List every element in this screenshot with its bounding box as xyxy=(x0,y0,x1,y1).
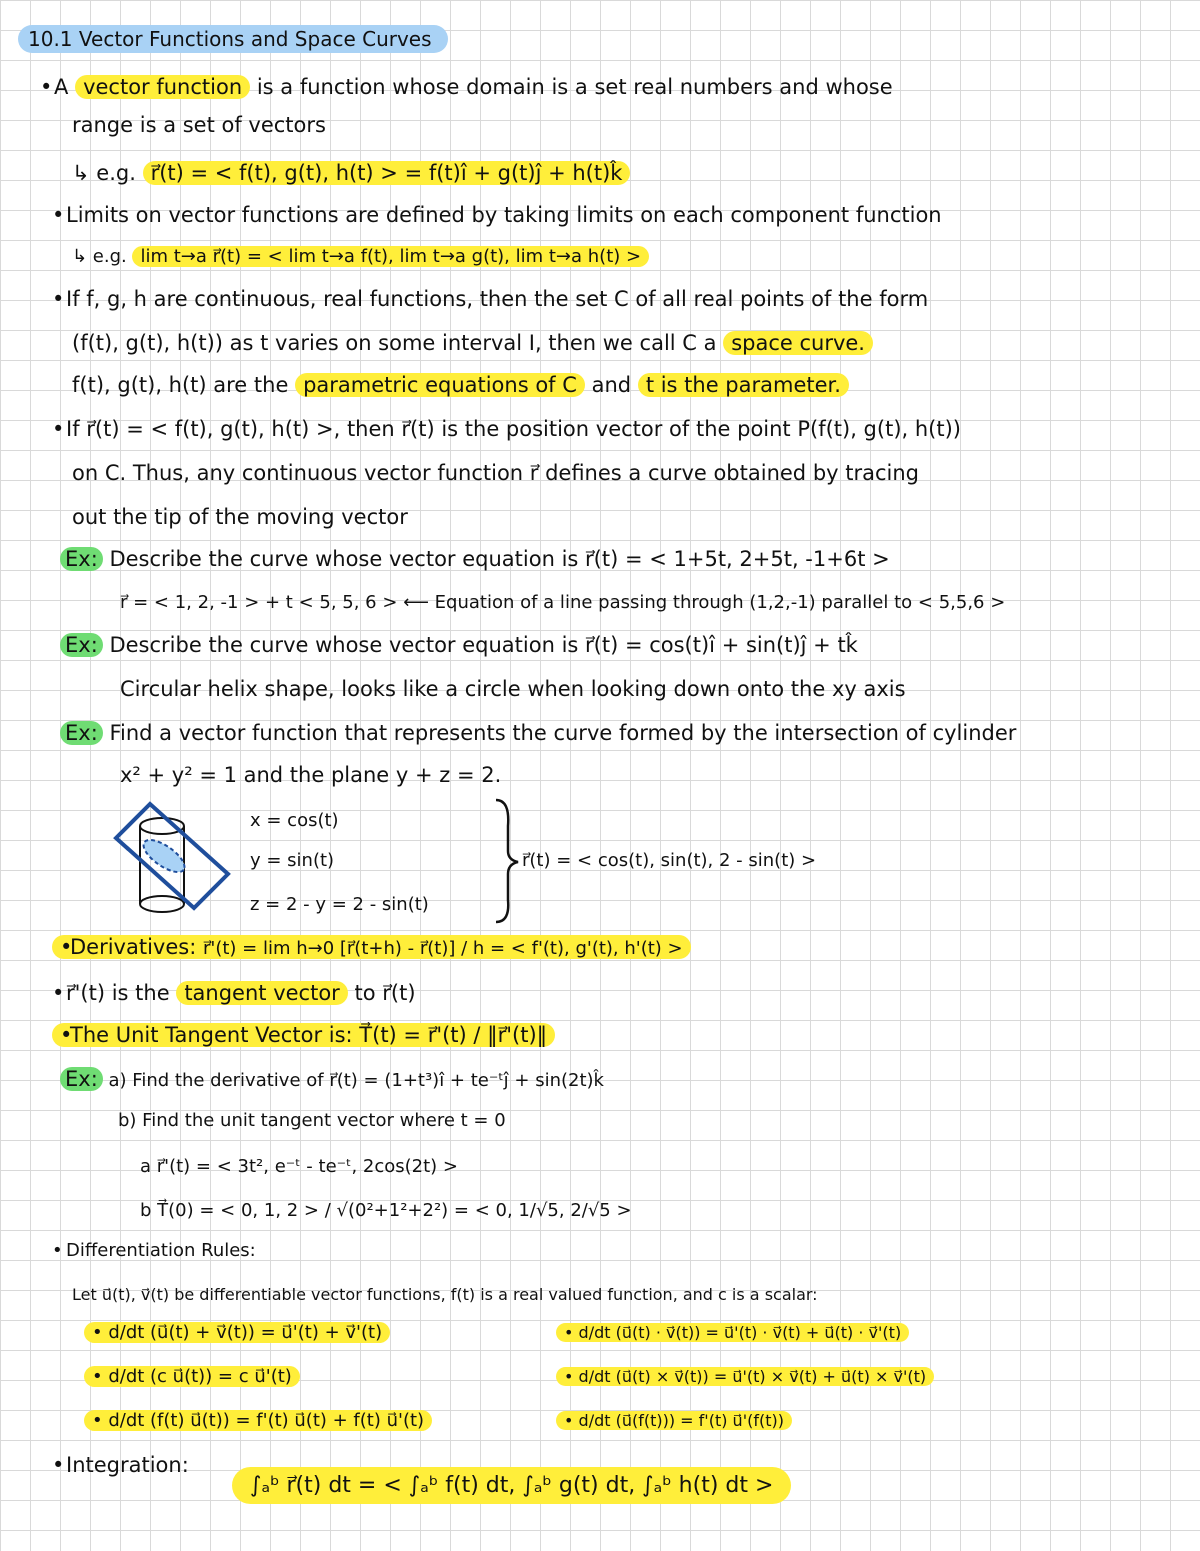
position-vector-line-3: out the tip of the moving vector xyxy=(72,505,408,529)
unit-tangent-vector xyxy=(52,1020,555,1050)
space-curve-line-1: •If f, g, h are continuous, real functions, then the set C of all real points of the form xyxy=(52,287,929,311)
rule-left-2: • d/dt (c u⃗(t)) = c u⃗'(t) xyxy=(84,1362,300,1392)
param-x: x = cos(t) xyxy=(250,810,339,831)
rule-right-2: • d/dt (u⃗(t) × v⃗(t)) = u⃗'(t) × v⃗(t) + u⃗(t) × v⃗'(t) xyxy=(556,1362,934,1392)
example-2-question: Ex: Describe the curve whose vector equation is r⃗(t) = cos(t)î + sin(t)ĵ + tk̂ xyxy=(60,630,858,660)
limits-statement: •Limits on vector functions are defined by taking limits on each component function xyxy=(52,203,942,227)
highlight-vector-function: vector function xyxy=(75,75,250,99)
derivatives-definition xyxy=(52,932,691,964)
integration-formula: ∫ₐᵇ r⃗(t) dt = < ∫ₐᵇ f(t) dt, ∫ₐᵇ g(t) dt, ∫ₐᵇ h(t) dt > xyxy=(232,1466,791,1506)
highlight-parameter: t is the parameter. xyxy=(638,373,849,397)
example-label: Ex: xyxy=(60,633,103,657)
highlight-unit-tangent: •The Unit Tangent Vector is: T⃗(t) = r⃗'(t) / ‖r⃗'(t)‖ xyxy=(52,1023,555,1047)
space-curve-line-3: f(t), g(t), h(t) are the parametric equations of C and t is the parameter. xyxy=(72,370,849,400)
ex3-vector-result: r⃗(t) = < cos(t), sin(t), 2 - sin(t) > xyxy=(522,850,817,871)
example-4-answer-a: a r⃗'(t) = < 3t², e⁻ᵗ - te⁻ᵗ, 2cos(2t) > xyxy=(140,1156,459,1177)
space-curve-line-2: (f(t), g(t), h(t)) as t varies on some interval I, then we call C a space curve. xyxy=(72,328,873,358)
highlight-derivatives: •Derivatives: r⃗'(t) = lim h→0 [r⃗(t+h) - r⃗(t)] / h = < f'(t), g'(t), h'(t) > xyxy=(52,935,691,959)
position-vector-line-1: •If r⃗(t) = < f(t), g(t), h(t) >, then r⃗(t) is the position vector of the point P(f(t), g(t), h(t)) xyxy=(52,417,961,441)
definition-range-line: range is a set of vectors xyxy=(72,113,326,137)
param-y: y = sin(t) xyxy=(250,850,335,871)
example-2-answer: Circular helix shape, looks like a circle when looking down onto the xy axis xyxy=(120,677,906,701)
rule-right-3: • d/dt (u⃗(f(t))) = f'(t) u⃗'(f(t)) xyxy=(556,1406,792,1436)
highlight-vector-formula: r⃗(t) = < f(t), g(t), h(t) > = f(t)î + g(t)ĵ + h(t)k̂ xyxy=(143,161,631,185)
system-brace xyxy=(492,796,522,926)
differentiation-rules-heading: • Differentiation Rules: xyxy=(52,1240,256,1261)
example-4-part-a: Ex: a) Find the derivative of r⃗(t) = (1+t³)î + te⁻ᵗĵ + sin(2t)k̂ xyxy=(60,1064,604,1096)
definition-vector-function: •A vector function is a function whose domain is a set real numbers and whose xyxy=(40,75,893,99)
example-4-part-b: b) Find the unit tangent vector where t = 0 xyxy=(118,1110,506,1131)
example-label: Ex: xyxy=(60,721,103,745)
rule-right-1: • d/dt (u⃗(t) · v⃗(t)) = u⃗'(t) · v⃗(t) + u⃗(t) · v⃗'(t) xyxy=(556,1318,909,1348)
example-1-answer: r⃗ = < 1, 2, -1 > + t < 5, 5, 6 > ⟵ Equation of a line passing through (1,2,-1) parallel to < 5,5,6 > xyxy=(120,592,1006,613)
tangent-vector-statement: •r⃗'(t) is the tangent vector to r⃗(t) xyxy=(52,981,416,1005)
highlight-limit-formula: lim t→a r⃗(t) = < lim t→a f(t), lim t→a g(t), lim t→a h(t) > xyxy=(132,246,649,267)
highlight-tangent-vector: tangent vector xyxy=(176,981,348,1005)
cylinder-plane-sketch xyxy=(112,800,232,920)
position-vector-line-2: on C. Thus, any continuous vector function r⃗ defines a curve obtained by tracing xyxy=(72,461,920,485)
example-4-answer-b: b T⃗(0) = < 0, 1, 2 > / √(0²+1²+2²) = < 0, 1/√5, 2/√5 > xyxy=(140,1200,632,1221)
example-1-question: Ex: Describe the curve whose vector equation is r⃗(t) = < 1+5t, 2+5t, -1+6t > xyxy=(60,544,890,574)
param-z: z = 2 - y = 2 - sin(t) xyxy=(250,894,429,915)
differentiation-rules-intro: Let u⃗(t), v⃗(t) be differentiable vector functions, f(t) is a real valued function, and c is a scalar: xyxy=(72,1285,818,1304)
integration-heading: •Integration: xyxy=(52,1453,189,1477)
example-3-question: Ex: Find a vector function that represents the curve formed by the intersection of cylinder xyxy=(60,718,1016,748)
example-label: Ex: xyxy=(60,547,103,571)
example-label: Ex: xyxy=(60,1067,103,1091)
rule-left-1: • d/dt (u⃗(t) + v⃗(t)) = u⃗'(t) + v⃗'(t) xyxy=(84,1318,390,1348)
highlight-space-curve: space curve. xyxy=(723,331,873,355)
limits-example: ↳ e.g. lim t→a r⃗(t) = < lim t→a f(t), lim t→a g(t), lim t→a h(t) > xyxy=(72,242,649,272)
page-title: 10.1 Vector Functions and Space Curves xyxy=(18,24,448,54)
rule-left-3: • d/dt (f(t) u⃗(t)) = f'(t) u⃗(t) + f(t) u⃗'(t) xyxy=(84,1406,432,1436)
vector-function-example: ↳ e.g. r⃗(t) = < f(t), g(t), h(t) > = f(t)î + g(t)ĵ + h(t)k̂ xyxy=(72,158,630,188)
highlight-parametric-equations: parametric equations of C xyxy=(295,373,585,397)
example-3-question-line-2: x² + y² = 1 and the plane y + z = 2. xyxy=(120,763,502,787)
